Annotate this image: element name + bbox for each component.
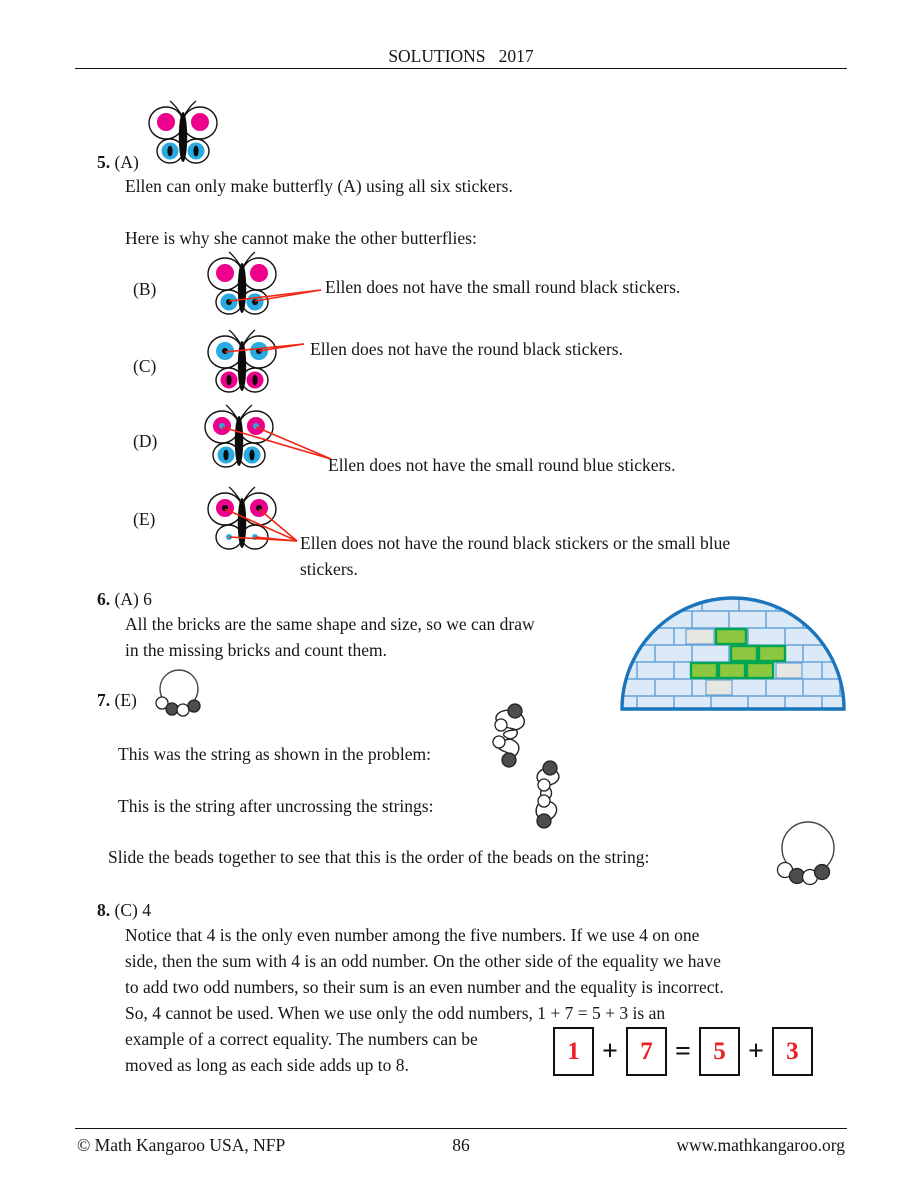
problem-5-answer (97, 152, 139, 172)
header-rule (75, 68, 847, 69)
problem-8-answer-label: (C) 4 (114, 900, 151, 920)
problem-8-line5: example of a correct equality. The numbers can be (125, 1029, 478, 1049)
footer-url: www.mathkangaroo.org (676, 1135, 845, 1155)
butterfly-e-figure (203, 485, 281, 555)
uncrossed-string-figure (520, 760, 572, 840)
footer-copyright: © Math Kangaroo USA, NFP (77, 1135, 286, 1155)
reason-text-e-line1: Ellen does not have the round black stickers or the small blue (300, 533, 731, 553)
option-label-b: (B) (133, 279, 157, 299)
footer-page-number: 86 (452, 1135, 470, 1155)
problem-6-line1: All the bricks are the same shape and size, so we can draw (125, 614, 535, 634)
problem-8-line1: Notice that 4 is the only even number among the five numbers. If we use 4 on one (125, 925, 700, 945)
page-title: SOLUTIONS 2017 (388, 46, 534, 66)
butterfly-b-figure (203, 250, 281, 320)
bead-ring-answer-figure (152, 664, 206, 720)
footer-rule (75, 1128, 847, 1129)
option-label-d: (D) (133, 431, 158, 451)
plus-sign: + (602, 1035, 618, 1067)
problem-8-number: 8. (97, 900, 111, 920)
problem-6-line2: in the missing bricks and count them. (125, 640, 387, 660)
equation-box-1: 1 (553, 1027, 594, 1076)
equation-box-3: 3 (772, 1027, 813, 1076)
problem-8-line3: to add two odd numbers, so their sum is an even number and the equality is incorrect. (125, 977, 724, 997)
plus-sign: + (747, 1035, 764, 1067)
problem-6-answer (97, 589, 152, 609)
problem-7-line2: This is the string after uncrossing the strings: (118, 796, 434, 816)
butterfly-a-figure (144, 99, 222, 169)
problem-6-answer-label: (A) 6 (114, 589, 152, 609)
reason-text-e-line2: stickers. (300, 559, 358, 579)
problem-8-line2: side, then the sum with 4 is an odd number. On the other side of the equality we have (125, 951, 721, 971)
option-label-e: (E) (133, 509, 156, 529)
problem-7-number: 7. (97, 690, 111, 710)
problem-7-answer-label: (E) (114, 690, 137, 710)
problem-5-intro: Ellen can only make butterfly (A) using all six stickers. (125, 176, 513, 196)
problem-7-line3: Slide the beads together to see that this is the order of the beads on the string: (108, 847, 650, 867)
problem-7-answer (97, 690, 137, 710)
reason-text-d: Ellen does not have the small round blue stickers. (328, 455, 676, 475)
problem-6-number: 6. (97, 589, 111, 609)
reason-text-c: Ellen does not have the round black stickers. (310, 339, 623, 359)
reason-text-b: Ellen does not have the small round black stickers. (325, 277, 681, 297)
problem-8-line4: So, 4 cannot be used. When we use only the odd numbers, 1 + 7 = 5 + 3 is an (125, 1003, 666, 1023)
butterfly-c-figure (203, 328, 281, 398)
equation-box-5: 5 (699, 1027, 740, 1076)
bead-ring-final-figure (762, 818, 854, 888)
problem-7-line1: This was the string as shown in the problem: (118, 744, 432, 764)
problem-5-number: 5. (97, 152, 111, 172)
problem-5-answer-label: (A) (114, 152, 139, 172)
igloo-figure (618, 583, 848, 713)
butterfly-d-figure (200, 403, 278, 473)
problem-8-answer (97, 900, 151, 920)
equation-box-7: 7 (626, 1027, 667, 1076)
equals-sign: = (674, 1035, 691, 1067)
problem-8-line6: moved as long as each side adds up to 8. (125, 1055, 409, 1075)
equation-figure (553, 1027, 813, 1076)
problem-5-why: Here is why she cannot make the other butterflies: (125, 228, 477, 248)
option-label-c: (C) (133, 356, 157, 376)
